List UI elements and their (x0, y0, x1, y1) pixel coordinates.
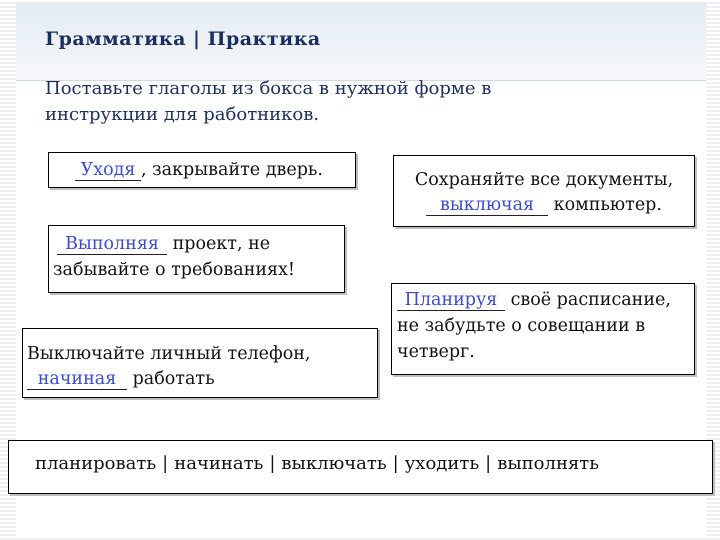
answer-blank: начиная (27, 370, 127, 390)
sentence-box-3 (48, 225, 345, 293)
task-instruction: Поставьте глаголы из бокса в нужной форме в инструкции для работников. (45, 78, 492, 125)
verb-option: начинать (174, 453, 264, 474)
answer-blank: Планируя (397, 291, 505, 311)
verb-option: уходить (404, 453, 480, 474)
page-title: Грамматика | Практика (45, 28, 321, 50)
verb-option: выключать (281, 453, 387, 474)
verb-option: планировать (35, 453, 157, 474)
sentence-text: Сохраняйте все документы, (414, 170, 674, 190)
sentence-text: , закрывайте дверь. (141, 160, 323, 180)
answer-blank: Уходя (75, 161, 141, 181)
sentence-box-2 (393, 155, 695, 227)
sentence-text: забывайте о требованиях! (53, 260, 295, 280)
sentence-text: проект, не (172, 234, 271, 254)
sentence-box-5 (22, 328, 378, 398)
word-box: планировать | начинать | выключать | уходить | выполнять (8, 440, 713, 494)
sentence-text: работать (132, 369, 215, 389)
sentence-text: Выключайте личный телефон, (27, 344, 311, 364)
verb-option: выполнять (497, 453, 600, 474)
sentence-text: четверг. (397, 342, 475, 362)
answer-blank: выключая (426, 196, 548, 216)
sentence-text: компьютер. (553, 195, 662, 215)
sentence-box-1 (48, 152, 356, 188)
sentence-box-4 (391, 283, 695, 375)
sentence-text: своё расписание, (510, 290, 671, 310)
sentence-text: не забудьте о совещании в (397, 316, 646, 336)
answer-blank: Выполняя (57, 235, 167, 255)
